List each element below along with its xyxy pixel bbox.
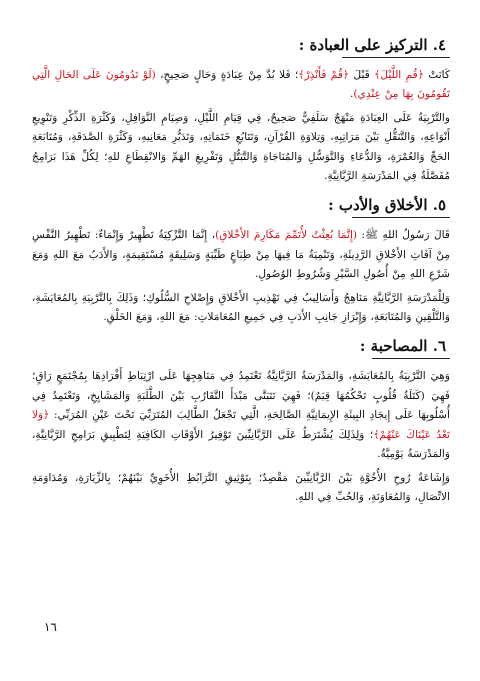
quran-verse: ﴿قُمْ فَأَنْذِرْ﴾ — [298, 69, 350, 81]
paragraph — [32, 66, 450, 105]
paragraph — [32, 367, 450, 464]
paragraph — [32, 109, 450, 187]
section-heading-ethics — [32, 194, 450, 216]
hadith-quote: (إِنَّمَا بُعِثْتُ لأُتَمِّمَ مَكَارِمَ الأَخْلاقِ) — [215, 229, 358, 242]
section-heading-text: ٦. المصاحبة : — [359, 337, 446, 356]
section-heading-text: ٤. التركيز على العبادة : — [298, 36, 446, 54]
hadith-quote: (لَوْ تَدُومُونَ عَلَى الحَالِ الَّتِي تَقُومُونَ بِهَا مِنْ عِنْدِي) — [32, 69, 450, 101]
text-span: ؛ وَلِذَلِكَ يُشْتَرَطُ عَلَى الرَّبَّانِيِّينَ تَوْفِيرُ الأَوْقَاتِ الكَافِيَةِ لِتَطْبِيقِ بَرَامِجِ الرَّبَّانِيَّةِ، وَالمَدْرَسَةُ يَوْمِيَّةٌ. — [32, 428, 450, 461]
paragraph — [32, 469, 450, 508]
paragraph — [32, 226, 450, 284]
section-heading-text: ٥. الأخلاق والأدب : — [328, 196, 446, 215]
quran-verse: ﴿قُمِ اللَّيْلَ﴾ — [374, 69, 424, 81]
section-heading-worship — [32, 34, 450, 56]
text-span: كَانَتْ — [423, 69, 450, 81]
text-span: قَالَ رَسُولُ اللهِ ﷺ: — [357, 229, 450, 242]
paragraph — [32, 289, 450, 328]
heading-underline — [372, 358, 450, 359]
text-span: ، إِنَّمَا التَّزْكِيَةُ تَطْهِيرٌ وَإِنْمَاءٌ: تَطْهِيرُ النَّفْسِ مِنْ آفَاتِ الأَخْلاقِ الرَّدِيئَةِ، وَتَنْمِيَةُ مَا فِيهَا مِنْ طِبَاعٍ طَيِّبَةٍ وَسَلِيقَةٍ مُسْتَقِيمَةٍ، وَالأَدَبُ مَعَ اللهِ وَمَعَ شَرْعِ اللهِ مِنْ أُصُولِ السَّيْرِ وَشُرُوطِ الوُصُولِ. — [32, 229, 450, 281]
book-page — [32, 34, 450, 646]
quran-verse: ﴿وَلا تَعْدُ عَيْنَاكَ عَنْهُمْ﴾ — [32, 409, 451, 441]
page-number: ١٦ — [44, 620, 57, 634]
text-span: قَبْلَ — [349, 69, 375, 81]
heading-underline — [352, 217, 450, 218]
text-span: والتَّرْبِيَةُ عَلَى العِبَادَةِ مَنْهَجٌ سَلَفِيٌّ صَحِيحٌ، فِي قِيَامِ اللَّيْلِ، وَصِيَامِ النَّوَافِلِ، وَكَثْرَةِ الذِّكْرِ وَتَنْوِيعِ أَنْوَاعِهِ، وَالتَّنَقُّلِ بَيْنَ مَرَاتِبِهِ، وَتِلاوَةِ القُرْآنِ، وَتَتَابُعِ خَتَمَاتِهِ، وَتَدَبُّرِ مَعَانِيهِ، وَكَثْرَةِ الصَّدَقَةِ، وَمُتَابَعَةِ الحَجِّ وَالعُمْرَةِ، وَالدُّعَاءِ وَالتَّوَسُّلِ وَالمُنَاجَاةِ وَالتَّبَتُّلِ وَتَفْرِيغِ الهَمِّ وَالانْقِطَاعِ للهِ؛ لِكُلِّ هَذَا بَرَامِجُ مُفَصَّلَةٌ فِي المَدْرَسَةِ الرَّبَّانِيَّةِ. — [32, 111, 450, 183]
text-span: وَهِيَ التَّرْبِيَةُ بِالمُعَايَشَةِ، وَالمَدْرَسَةُ الرَّبَّانِيَّةُ تَعْتَمِدُ فِي مَنَاهِجِهَا عَلَى ارْتِبَاطِ أَفْرَادِهَا بِمُجْتَمَعٍ رَاقٍ؛ فَهِيَ (كَتَلَةُ قُلُوبٍ تَحْكُمُهَا قِيَمٌ)؛ فَهِيَ تَتَبَنَّى مَبْدَأَ التَّقَارُبِ بَيْنَ الطَّلَبَةِ وَالمَشَايِخِ، وَتَعْتَمِدُ فِي أُسْلُوبِهَا عَلَى إِيجَادِ البِيئَةِ الإِيمَانِيَّةِ الصَّالِحَةِ، الَّتِي تَجْعَلُ الطَّالِبَ المُتَرَبِّيَ تَحْتَ عَيْنِ المُرَبِّي: — [32, 370, 450, 422]
text-span: ؛ فَلا بُدَّ مِنْ عِبَادَةٍ وَحَالٍ صَحِيحٍ، — [155, 69, 299, 81]
text-span: وَإِشَاعَةُ رُوحِ الأُخُوَّةِ بَيْنَ الرَّبَّانِيِّينَ مَقْصِدٌ؛ بِتَوْثِيقِ التَّرَابُطِ الأُخَوِيِّ بَيْنَهُمْ؛ بِالزِّيَارَةِ، وَمُدَاوَمَةِ الاتِّصَالِ، وَالمُعَاوَنَةِ، وَالحُبِّ فِي اللهِ. — [32, 471, 450, 503]
text-span: . — [350, 88, 354, 101]
heading-underline — [342, 57, 450, 58]
text-span: وَلِلْمَدْرَسَةِ الرَّبَّانِيَّةِ مَنَاهِجُ وَأَسَالِيبُ فِي تَهْذِيبِ الأَخْلاقِ وَإِصْلاحِ السُّلُوكِ؛ وَذَلِكَ بِالتَّرْبِيَةِ بِالمُعَايَشَةِ، وَالتَّلْقِينِ وَالمُتَابَعَةِ، وَإِبْرَازِ جَانِبِ الأَدَبِ فِي جَمِيعِ المُعَامَلاتِ: مَعَ اللهِ، وَمَعَ الخَلْقِ. — [32, 291, 450, 324]
section-heading-companionship — [32, 335, 450, 357]
